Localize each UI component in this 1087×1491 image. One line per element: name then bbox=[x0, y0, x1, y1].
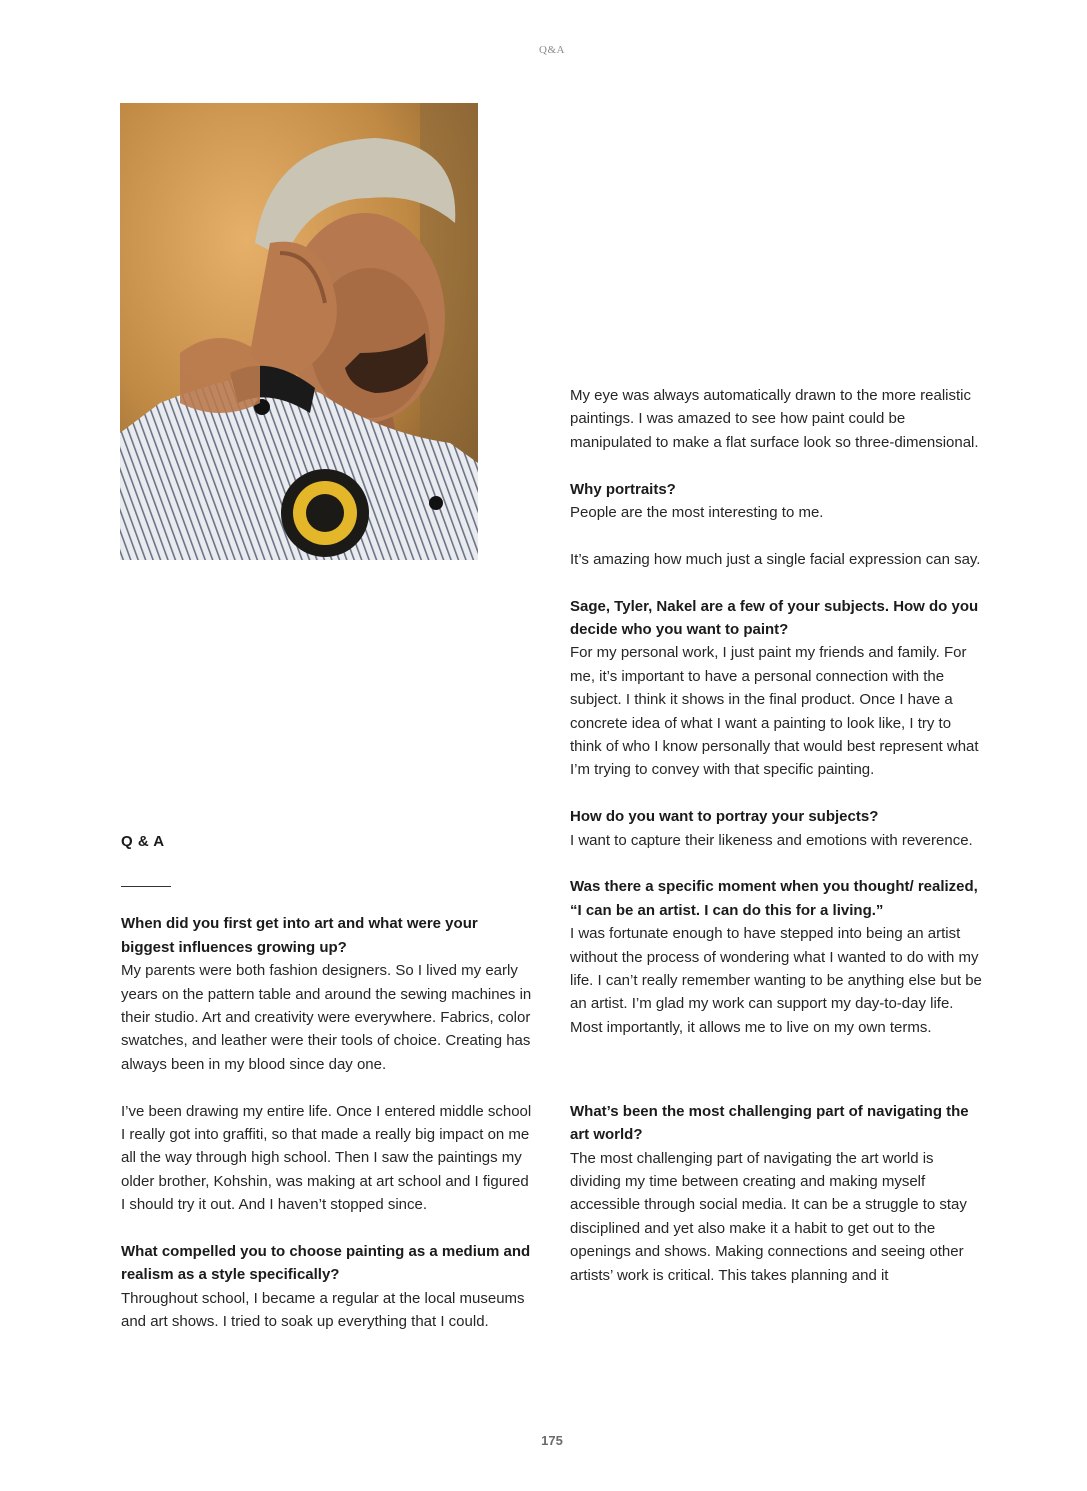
question-first-art: When did you first get into art and what were your biggest influences growing up? bbox=[121, 915, 478, 956]
section-label: Q & A bbox=[121, 833, 165, 850]
question-subjects: Sage, Tyler, Nakel are a few of your subjects. How do you decide who you want to paint? bbox=[570, 597, 979, 639]
answer-paragraph: My parents were both fashion designers. So I lived my early years on the pattern table and around the sewing machines in their studio. Art and creativity were everywhere. Fabrics, color swatches, and leather were their tools of choice. Creating has always been in my blood since day one. bbox=[121, 962, 532, 1073]
answer-paragraph: People are the most interesting to me. bbox=[570, 504, 824, 522]
question-challenging-part: What’s been the most challenging part of navigating the art world? bbox=[570, 1102, 969, 1144]
answer-paragraph: I’ve been drawing my entire life. Once I entered middle school I really got into graffiti, so that made a really big impact on me all the way through high school. Then I saw the paintings my older brother, Kohshin, was making at art school and I figured I should try it out. And I haven’t stopped since. bbox=[121, 1102, 532, 1214]
question-portray-subjects: How do you want to portray your subjects? bbox=[570, 808, 879, 826]
answer-paragraph: I was fortunate enough to have stepped into being an artist without the process of wondering what I wanted to do with my life. I can’t really remember wanting to be anything else but be an artist. I’m glad my work can support my day-to-day life. Most importantly, it allows me to live on my own terms. bbox=[570, 925, 982, 1036]
answer-paragraph: For my personal work, I just paint my friends and family. For me, it’s important to have a personal connection with the subject. I think it shows in the final product. Once I have a concrete idea of what I want a painting to look like, I try to think of who I know personally that would best represent what I’m trying to convey with that specific painting. bbox=[570, 644, 979, 779]
answer-paragraph: I want to capture their likeness and emotions with reverence. bbox=[570, 831, 973, 849]
section-divider bbox=[121, 886, 171, 887]
question-specific-moment: Was there a specific moment when you thought/ realized, “I can be an artist. I can do this for a living.” bbox=[570, 878, 978, 919]
right-column bbox=[570, 384, 985, 1287]
answer-paragraph: It’s amazing how much just a single facial expression can say. bbox=[570, 550, 981, 568]
portrait-photo bbox=[120, 103, 478, 560]
left-column bbox=[121, 830, 533, 1334]
page-number: 175 bbox=[541, 1433, 563, 1448]
answer-paragraph: Throughout school, I became a regular at the local museums and art shows. I tried to soak up everything that I could. bbox=[121, 1289, 525, 1331]
answer-paragraph: The most challenging part of navigating the art world is dividing my time between creating and making myself accessible through social media. It can be a struggle to stay disciplined and yet also make it a habit to get out to the openings and shows. Making connections and seeing other artists’ work is critical. This takes planning and it bbox=[570, 1149, 967, 1284]
portrait-photo-icon bbox=[120, 103, 478, 560]
question-why-portraits: Why portraits? bbox=[570, 480, 676, 498]
running-head: Q&A bbox=[539, 44, 565, 56]
answer-paragraph: My eye was always automatically drawn to the more realistic paintings. I was amazed to see how paint could be manipulated to make a flat surface look so three-dimensional. bbox=[570, 387, 979, 451]
question-painting-medium: What compelled you to choose painting as a medium and realism as a style specifically? bbox=[121, 1243, 531, 1284]
